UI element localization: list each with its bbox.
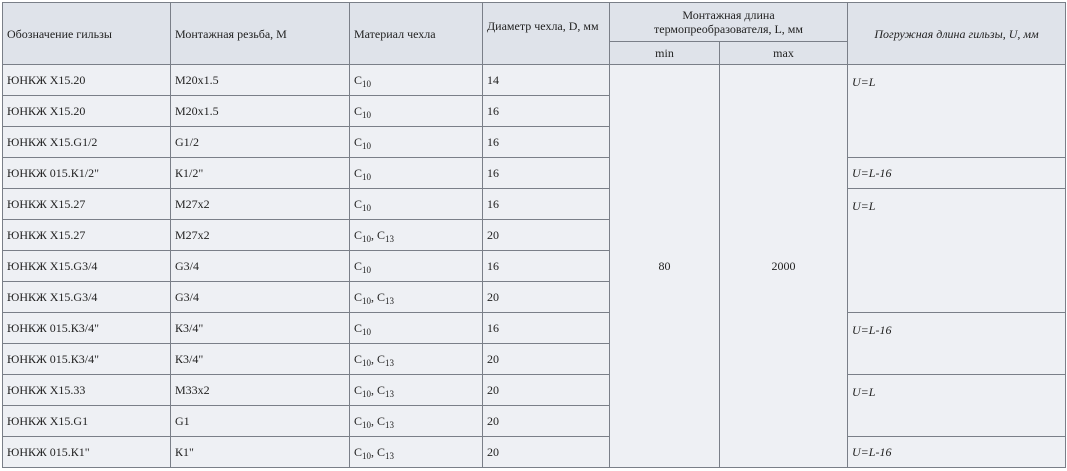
material-cell: $С_{10}$, $С_{13}$ bbox=[350, 437, 483, 468]
material-cell bbox=[350, 189, 483, 220]
thread-cell: G3/4 bbox=[171, 282, 350, 313]
material-code: С bbox=[354, 165, 363, 180]
material-subscript: 13 bbox=[385, 388, 395, 399]
table-row bbox=[3, 189, 1066, 220]
material-cell bbox=[350, 96, 483, 127]
material-subscript: 10 bbox=[362, 171, 372, 182]
diameter-cell: 16 bbox=[483, 96, 610, 127]
table-body bbox=[3, 65, 1066, 468]
material-code: С bbox=[354, 134, 363, 149]
thread-cell: К3/4" bbox=[171, 344, 350, 375]
material-code: С bbox=[354, 320, 363, 335]
material-cell: $С_{10}$, $С_{13}$ bbox=[350, 344, 483, 375]
designation-cell: ЮНКЖ Х15.20 bbox=[3, 96, 171, 127]
material-code: С bbox=[354, 227, 363, 242]
diameter-cell: 14 bbox=[483, 65, 610, 96]
material-subscript: 10 bbox=[362, 78, 372, 89]
col-header-immersion: Погружная длина гильзы, U, мм bbox=[848, 3, 1066, 65]
table-row bbox=[3, 437, 1066, 468]
material-cell: $С_{10}$, $С_{13}$ bbox=[350, 406, 483, 437]
material-cell bbox=[350, 127, 483, 158]
designation-cell: ЮНКЖ 015.К1" bbox=[3, 437, 171, 468]
thread-cell: К3/4" bbox=[171, 313, 350, 344]
thread-cell: G3/4 bbox=[171, 251, 350, 282]
diameter-cell: 16 bbox=[483, 127, 610, 158]
material-subscript: 10 bbox=[362, 357, 372, 368]
immersion-cell: U=L bbox=[848, 375, 1066, 437]
material-subscript: 10 bbox=[362, 450, 372, 461]
col-header-material: Материал чехла bbox=[350, 3, 483, 65]
material-code: С bbox=[354, 382, 363, 397]
immersion-cell: U=L-16 bbox=[848, 437, 1066, 468]
material-subscript: 13 bbox=[385, 450, 395, 461]
designation-cell: ЮНКЖ Х15.G1 bbox=[3, 406, 171, 437]
diameter-cell: 16 bbox=[483, 251, 610, 282]
immersion-cell: U=L-16 bbox=[848, 158, 1066, 189]
material-code: С bbox=[354, 444, 363, 459]
material-cell bbox=[350, 251, 483, 282]
material-subscript: 10 bbox=[362, 326, 372, 337]
material-code: С bbox=[377, 413, 386, 428]
gilza-spec-table bbox=[2, 2, 1066, 468]
material-code: С bbox=[354, 351, 363, 366]
designation-cell: ЮНКЖ Х15.27 bbox=[3, 189, 171, 220]
table-row bbox=[3, 375, 1066, 406]
diameter-cell: 16 bbox=[483, 313, 610, 344]
material-subscript: 10 bbox=[362, 233, 372, 244]
table-row bbox=[3, 158, 1066, 189]
material-code: С bbox=[377, 444, 386, 459]
immersion-cell: U=L bbox=[848, 189, 1066, 313]
diameter-cell: 16 bbox=[483, 189, 610, 220]
material-cell bbox=[350, 65, 483, 96]
col-header-designation: Обозначение гильзы bbox=[3, 3, 171, 65]
material-subscript: 10 bbox=[362, 109, 372, 120]
material-code: С bbox=[377, 289, 386, 304]
diameter-cell: 20 bbox=[483, 282, 610, 313]
material-subscript: 13 bbox=[385, 419, 395, 430]
thread-cell: G1/2 bbox=[171, 127, 350, 158]
mount-max-cell: 2000 bbox=[720, 65, 848, 468]
thread-cell: К1" bbox=[171, 437, 350, 468]
col-header-mount-length: Монтажная длина термопреобразователя, L, мм bbox=[610, 3, 848, 42]
thread-cell: М33х2 bbox=[171, 375, 350, 406]
material-subscript: 13 bbox=[385, 233, 395, 244]
material-code: С bbox=[354, 72, 363, 87]
thread-cell: М27х2 bbox=[171, 189, 350, 220]
material-subscript: 10 bbox=[362, 388, 372, 399]
table-row bbox=[3, 65, 1066, 96]
material-cell bbox=[350, 158, 483, 189]
material-code: С bbox=[377, 227, 386, 242]
material-subscript: 13 bbox=[385, 357, 395, 368]
material-subscript: 10 bbox=[362, 295, 372, 306]
material-subscript: 10 bbox=[362, 140, 372, 151]
material-subscript: 10 bbox=[362, 264, 372, 275]
material-cell bbox=[350, 313, 483, 344]
designation-cell: ЮНКЖ 015.К1/2" bbox=[3, 158, 171, 189]
designation-cell: ЮНКЖ Х15.27 bbox=[3, 220, 171, 251]
designation-cell: ЮНКЖ 015.К3/4" bbox=[3, 344, 171, 375]
header-row-1 bbox=[3, 3, 1066, 42]
designation-cell: ЮНКЖ Х15.33 bbox=[3, 375, 171, 406]
material-code: С bbox=[354, 289, 363, 304]
material-cell: $С_{10}$, $С_{13}$ bbox=[350, 220, 483, 251]
thread-cell: М20х1.5 bbox=[171, 65, 350, 96]
material-cell: $С_{10}$, $С_{13}$ bbox=[350, 282, 483, 313]
material-subscript: 10 bbox=[362, 202, 372, 213]
material-code: С bbox=[354, 103, 363, 118]
material-code: С bbox=[354, 196, 363, 211]
designation-cell: ЮНКЖ 015.К3/4" bbox=[3, 313, 171, 344]
thread-cell: К1/2" bbox=[171, 158, 350, 189]
material-code: С bbox=[354, 258, 363, 273]
immersion-cell: U=L bbox=[848, 65, 1066, 158]
table-row bbox=[3, 313, 1066, 344]
col-header-max: max bbox=[720, 42, 848, 65]
diameter-cell: 16 bbox=[483, 158, 610, 189]
diameter-cell: 20 bbox=[483, 220, 610, 251]
col-header-min: min bbox=[610, 42, 720, 65]
material-subscript: 13 bbox=[385, 295, 395, 306]
material-cell: $С_{10}$, $С_{13}$ bbox=[350, 375, 483, 406]
material-code: С bbox=[354, 413, 363, 428]
thread-cell: G1 bbox=[171, 406, 350, 437]
table-header bbox=[3, 3, 1066, 65]
diameter-cell: 20 bbox=[483, 344, 610, 375]
diameter-cell: 20 bbox=[483, 406, 610, 437]
mount-min-cell: 80 bbox=[610, 65, 720, 468]
col-header-thread: Монтажная резьба, М bbox=[171, 3, 350, 65]
material-code: С bbox=[377, 382, 386, 397]
thread-cell: М20х1.5 bbox=[171, 96, 350, 127]
designation-cell: ЮНКЖ Х15.G1/2 bbox=[3, 127, 171, 158]
material-code: С bbox=[377, 351, 386, 366]
diameter-cell: 20 bbox=[483, 437, 610, 468]
designation-cell: ЮНКЖ Х15.G3/4 bbox=[3, 251, 171, 282]
col-header-diameter: Диаметр чехла, D, мм bbox=[483, 3, 610, 65]
immersion-cell: U=L-16 bbox=[848, 313, 1066, 375]
diameter-cell: 20 bbox=[483, 375, 610, 406]
thread-cell: М27х2 bbox=[171, 220, 350, 251]
material-subscript: 10 bbox=[362, 419, 372, 430]
designation-cell: ЮНКЖ Х15.20 bbox=[3, 65, 171, 96]
designation-cell: ЮНКЖ Х15.G3/4 bbox=[3, 282, 171, 313]
